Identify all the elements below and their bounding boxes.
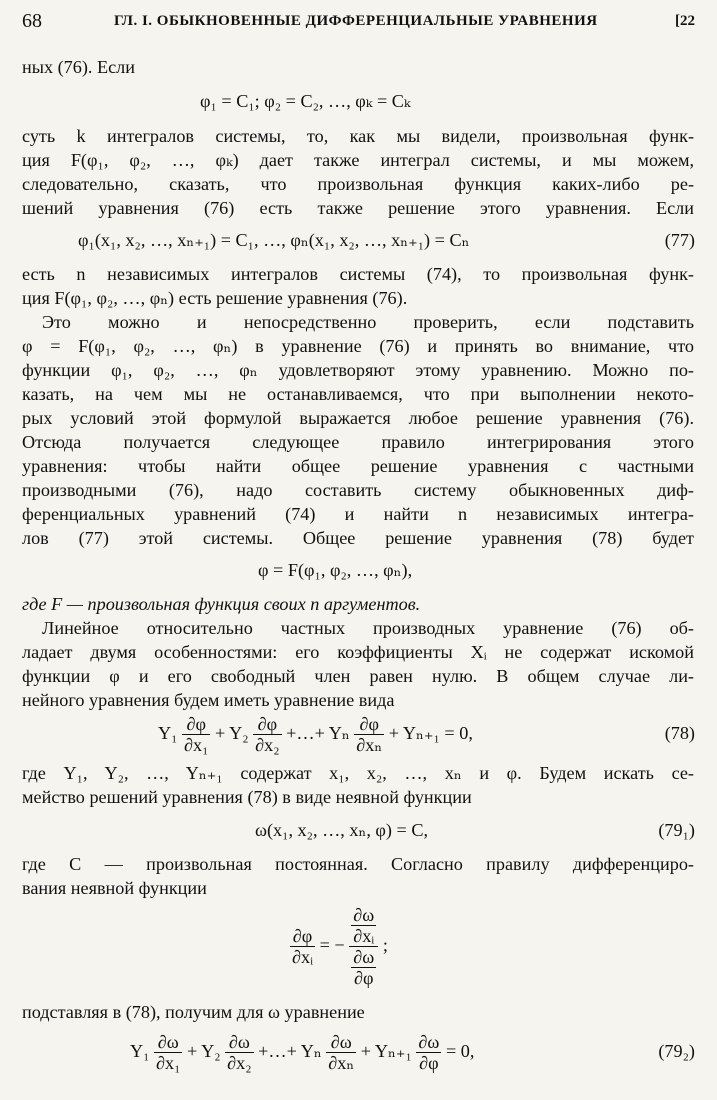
- text-line: ных (76). Если: [22, 57, 135, 77]
- equals-zero: = 0,: [444, 723, 473, 743]
- text-line: уравнения: чтобы найти общее решение уравнения с частными: [22, 456, 694, 476]
- coef-y2: Y₂: [201, 1041, 221, 1061]
- equation-implicit-derivative: [290, 905, 388, 988]
- text-line: где C — произвольная постоянная. Согласно правилу дифференциро-: [22, 854, 694, 874]
- fraction: [154, 1032, 182, 1073]
- coef-yn: Yₙ: [300, 1041, 322, 1061]
- fraction-numerator: ∂ω: [351, 905, 376, 926]
- coef-yn1: Yₙ₊₁: [402, 723, 440, 743]
- text-line: ция F(φ₁, φ₂, …, φₙ) есть решение уравнения (76).: [22, 288, 408, 308]
- text-line: производными (76), надо составить систему обыкновенных диф-: [22, 480, 694, 500]
- equation-general-solution: φ = F(φ₁, φ₂, …, φₙ),: [258, 560, 413, 580]
- text-line: ференциальных уравнений (74) и найти n независимых интегра-: [22, 504, 694, 524]
- text-line: лов (77) этой системы. Общее решение уравнения (78) будет: [22, 528, 694, 548]
- fraction-denominator: ∂x₂: [255, 735, 280, 756]
- coef-yn1: Yₙ₊₁: [374, 1041, 412, 1061]
- text-line: вания неявной функции: [22, 878, 207, 898]
- text-line: φ = F(φ₁, φ₂, …, φₙ) в уравнение (76) и принять во внимание, что: [22, 336, 694, 356]
- fraction-denominator: ∂x₂: [227, 1053, 252, 1074]
- ellipsis-sum: +…+: [286, 723, 325, 743]
- text-line: нейного уравнения будем иметь уравнение вида: [22, 690, 395, 710]
- fraction-denominator: ∂xₙ: [328, 1053, 355, 1074]
- text-line: ладает двумя особенностями: его коэффициенты Xᵢ не содержат искомой: [22, 642, 694, 662]
- plus-sign: +: [388, 723, 400, 743]
- running-title: ГЛ. I. ОБЫКНОВЕННЫЕ ДИФФЕРЕНЦИАЛЬНЫЕ УРАВНЕНИЯ: [114, 13, 598, 29]
- text-line: казать, на чем мы не останавливаемся, что при выполнении некото-: [22, 384, 694, 404]
- fraction-denominator: ∂x₁: [156, 1053, 181, 1074]
- equation-number-78: (78): [664, 723, 695, 743]
- page-number: 68: [22, 10, 42, 32]
- fraction: [351, 947, 376, 988]
- semicolon: ;: [382, 935, 388, 955]
- fraction: [182, 714, 210, 755]
- text-line: мейство решений уравнения (78) в виде неявной функции: [22, 787, 472, 807]
- fraction-numerator: [349, 905, 378, 947]
- fraction: [351, 905, 376, 946]
- fraction-numerator: ∂ω: [353, 947, 375, 968]
- fraction-numerator: ∂ω: [418, 1032, 440, 1053]
- text-line: следовательно, сказать, что произвольная функция каких-либо ре-: [22, 174, 694, 194]
- coef-y2: Y₂: [229, 723, 249, 743]
- text-line: где Y₁, Y₂, …, Yₙ₊₁ содержат x₁, x₂, …, xₙ и φ. Будем искать се-: [22, 763, 694, 783]
- coef-y1: Y₁: [130, 1041, 150, 1061]
- text-line: ция F(φ₁, φ₂, …, φₖ) дает также интеграл системы, и мы можем,: [22, 150, 694, 170]
- fraction-numerator: ∂φ: [253, 714, 281, 735]
- ellipsis-sum: +…+: [258, 1041, 297, 1061]
- text-line: есть n независимых интегралов системы (74), то произвольная функ-: [22, 264, 694, 284]
- plus-sign: +: [360, 1041, 372, 1061]
- compound-fraction: [349, 905, 378, 988]
- text-line: функции φ и его свободный член равен нулю. В общем случае ли-: [22, 666, 694, 686]
- text-line: рых условий этой формулой выражается любое решение уравнения (76).: [22, 408, 694, 428]
- text-line: где F — произвольная функция своих n аргументов.: [22, 594, 421, 614]
- fraction-denominator: ∂φ: [419, 1053, 439, 1074]
- fraction-denominator: ∂xᵢ: [353, 926, 375, 947]
- equals-zero: = 0,: [445, 1041, 475, 1061]
- equation-number-79-1: (79₁): [658, 820, 695, 840]
- text-line: суть k интегралов системы, то, как мы видели, произвольная функ-: [22, 126, 694, 146]
- fraction-numerator: ∂φ: [354, 714, 384, 735]
- fraction: [354, 714, 384, 755]
- fraction: [416, 1032, 441, 1073]
- coef-yn: Yₙ: [328, 723, 350, 743]
- text-line: Это можно и непосредственно проверить, если подставить: [42, 312, 694, 332]
- fraction: [253, 714, 281, 755]
- fraction-denominator: ∂xₙ: [356, 735, 383, 756]
- equation-integrals: φ₁ = C₁; φ₂ = C₂, …, φₖ = Cₖ: [200, 91, 411, 111]
- equals-minus: = −: [319, 935, 345, 955]
- fraction-denominator: ∂x₁: [184, 735, 209, 756]
- fraction: [326, 1032, 356, 1073]
- fraction-denominator: ∂φ: [354, 968, 374, 989]
- text-line: Отсюда получается следующее правило интегрирования этого: [22, 432, 694, 452]
- equation-number-77: (77): [664, 230, 695, 250]
- text-line: функции φ₁, φ₂, …, φₙ удовлетворяют этому уравнению. Можно по-: [22, 360, 694, 380]
- fraction: [290, 926, 315, 967]
- fraction-numerator: ∂φ: [182, 714, 210, 735]
- equation-77: φ₁(x₁, x₂, …, xₙ₊₁) = C₁, …, φₙ(x₁, x₂, …, xₙ₊₁) = Cₙ: [78, 230, 470, 250]
- fraction-numerator: ∂ω: [326, 1032, 356, 1053]
- text-line: шений уравнения (76) есть также решение этого уравнения. Если: [22, 198, 694, 218]
- section-number: [22: [675, 13, 695, 29]
- equation-79-2: [130, 1030, 474, 1073]
- text-line: подставляя в (78), получим для ω уравнение: [22, 1002, 365, 1022]
- page-header: [22, 10, 695, 38]
- fraction-numerator: ∂ω: [154, 1032, 182, 1053]
- plus-sign: +: [215, 723, 226, 743]
- coef-y1: Y₁: [158, 723, 178, 743]
- equation-78: [158, 712, 473, 755]
- equation-number-79-2: (79₂): [658, 1041, 695, 1061]
- fraction-denominator: [349, 947, 378, 988]
- equation-79-1: ω(x₁, x₂, …, xₙ, φ) = C,: [255, 820, 429, 840]
- plus-sign: +: [187, 1041, 198, 1061]
- fraction-numerator: ∂φ: [290, 926, 315, 947]
- fraction-numerator: ∂ω: [225, 1032, 253, 1053]
- fraction-denominator: ∂xᵢ: [292, 947, 314, 968]
- fraction: [225, 1032, 253, 1073]
- text-line: Линейное относительно частных производных уравнение (76) об-: [42, 618, 694, 638]
